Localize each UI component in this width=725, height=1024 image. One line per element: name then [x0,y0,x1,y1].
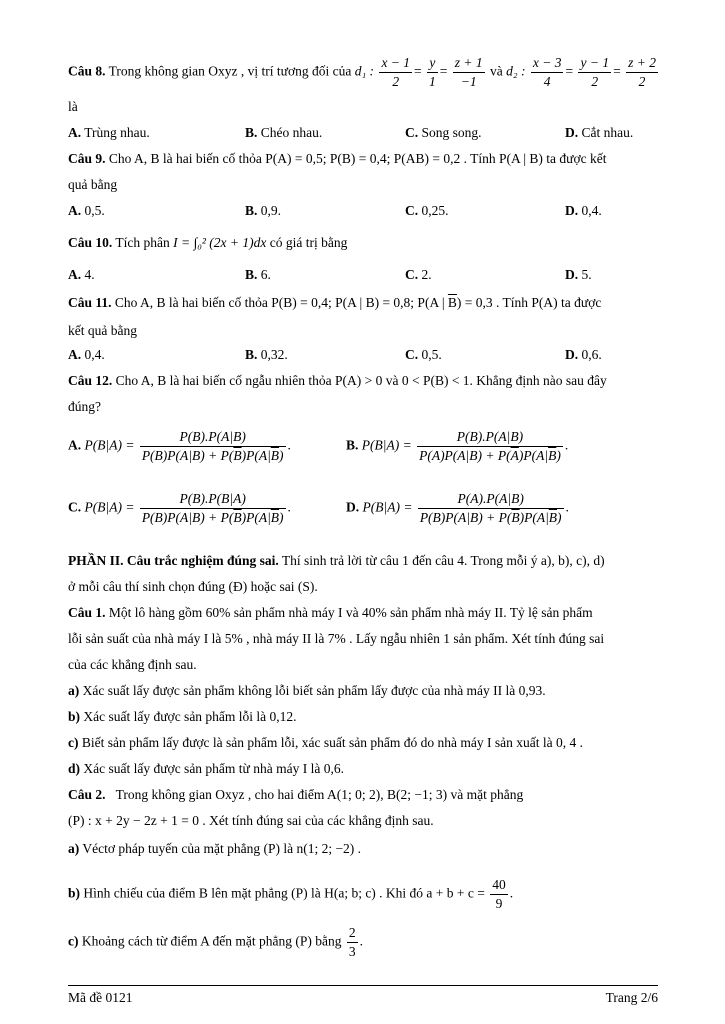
question-12-line2: đúng? [68,399,101,414]
item-text: Biết sản phẩm lấy được là sản phẩm lỗi, xác suất sản phẩm đó do nhà máy I sản xuất là 0, 4 . [78,735,583,750]
d1-frac-3 [453,54,485,91]
item-key: c) [68,735,79,750]
frac-den: 2 [578,72,611,91]
den-part: P(B)P(A|B) + P( [141,510,234,525]
p2q1-item-b[interactable] [68,708,297,726]
question-11-label: Câu 11. [68,295,112,310]
q8-option-d[interactable] [565,124,633,142]
frac-den: −1 [453,72,485,91]
q11-option-d[interactable] [565,346,602,364]
option-key: D. [565,347,579,362]
and-text: và [490,63,503,79]
frac-num: z + 2 [628,55,656,70]
complement: $\overline{B}$ [270,448,280,463]
frac-num: x − 1 [381,55,411,70]
question-10-text: Tích phân [115,235,170,250]
formula-fraction [418,490,564,527]
q12-option-b[interactable] [346,428,568,465]
p2q2-item-a[interactable] [68,840,361,858]
frac-num: y − 1 [580,55,610,70]
q12-option-d[interactable] [346,490,569,527]
den-part: )P(A| [241,510,271,525]
question-8-text: Trong không gian Oxyz , vị trí tương đối của [108,63,352,79]
item-text: Véctơ pháp tuyến của mặt phẳng (P) là n(1; 2; −2) . [79,841,362,856]
complement: $\overline{B}$ [270,510,280,525]
option-text: Song song. [421,125,482,140]
q8-option-a[interactable] [68,124,150,142]
question-8-label: Câu 8. [68,63,106,79]
q8-option-c[interactable] [405,124,482,142]
question-9-line1 [68,150,607,168]
option-key: C. [405,125,419,140]
frac-num: P(B).P(A|B) [456,429,524,444]
option-key: C. [405,347,419,362]
question-10-line [68,234,347,252]
frac-den: 9 [490,894,508,913]
den-part: )P(A| [518,448,549,463]
p2q2-item-b[interactable] [68,876,513,913]
formula-lhs: P(B|A) = [84,437,135,453]
q10-option-c[interactable] [405,266,432,284]
q12-option-c[interactable] [68,490,291,527]
den-part: ) [557,510,562,525]
d2-frac-2 [578,54,611,91]
complement: $\overline{A}$ [510,448,519,463]
question-12-label: Câu 12. [68,373,113,388]
d1-label: d₁ : [354,63,375,79]
question-9-line2: quả bằng [68,177,118,192]
d2-frac-1 [531,54,564,91]
part-2-heading [68,552,605,570]
dot: . [564,437,569,453]
q9-option-d[interactable] [565,202,602,220]
frac-num: y [429,55,436,70]
dot: . [287,499,291,515]
frac-num: z + 1 [454,55,483,70]
formula-lhs: P(B|A) = [361,437,412,453]
option-key: A. [68,347,82,362]
frac-num: x − 3 [532,55,562,70]
option-text: 5. [581,267,592,282]
formula-fraction [140,490,286,527]
question-12-line1 [68,372,607,390]
option-key: B. [245,125,258,140]
item-text: Hình chiếu của điểm B lên mặt phẳng (P) là H(a; b; c) . Khi đó a + b + c = [80,885,485,901]
q10-option-d[interactable] [565,266,592,284]
option-key: B. [346,437,359,453]
option-key: D. [346,499,360,515]
part-2-instructions: Thí sinh trả lời từ câu 1 đến câu 4. Trong mỗi ý a), b), c), d) [278,553,605,568]
question-11-line2: kết quả bằng [68,323,137,338]
part-2-instructions-2: ở mỗi câu thí sinh chọn đúng (Đ) hoặc sai (S). [68,579,318,594]
frac-den: 1 [429,74,436,89]
p2-question-2-line1 [68,786,523,804]
option-text: 0,4. [84,347,105,362]
integral-expression: I = ∫₀² (2x + 1)dx [173,235,267,250]
option-key: C. [405,267,419,282]
option-text: 4. [84,267,95,282]
p2-question-1-text: Một lô hàng gồm 60% sản phẩm nhà máy I và 40% sản phẩm nhà máy II. Tỷ lệ sản phẩm [105,605,593,620]
p2-question-2-text: Trong không gian Oxyz , cho hai điểm A(1; 0; 2), B(2; −1; 3) và mặt phẳng [115,787,524,802]
p2-question-1-line1 [68,604,593,622]
p2-question-2-label: Câu 2. [68,787,106,802]
q11-option-c[interactable] [405,346,442,364]
option-text: 0,5. [421,347,442,362]
q9-option-a[interactable] [68,202,105,220]
complement-b: $\overline{B}$ [447,295,457,310]
frac-num: P(B).P(A|B) [179,429,246,444]
frac-num: P(A).P(A|B) [457,491,524,506]
question-8-cont: là [68,99,78,114]
frac-den: 3 [348,944,356,959]
frac-den: 2 [626,72,658,91]
frac-num: 40 [492,877,506,892]
answer-fraction [347,924,358,961]
q10-option-b[interactable] [245,266,271,284]
formula-lhs: P(B|A) = [362,499,413,515]
answer-fraction [490,876,508,913]
frac-num: P(B).P(B|A) [179,491,246,506]
frac-den [417,446,563,465]
exam-code: Mã đề 0121 [68,990,133,1005]
question-10-label: Câu 10. [68,235,113,250]
p2-question-1-label: Câu 1. [68,605,106,620]
den-part: P(B)P(A|B) + P( [141,448,234,463]
dot: . [359,933,364,949]
option-key: A. [68,125,82,140]
option-key: C. [405,203,419,218]
part-2-title: PHẦN II. Câu trắc nghiệm đúng sai. [68,553,279,568]
frac-num: 2 [348,925,356,940]
den-part: )P(A| [519,510,549,525]
d2-frac-3 [626,54,658,91]
p2q1-item-c[interactable] [68,734,583,752]
option-text: 0,9. [260,203,282,218]
p2q2-item-c[interactable] [68,924,363,961]
option-text: 0,32. [260,347,288,362]
den-part: ) [279,448,284,463]
frac-den [140,446,286,465]
den-part: ) [279,510,284,525]
option-text: 6. [260,267,271,282]
p2-question-2-line2: (P) : x + 2y − 2z + 1 = 0 . Xét tính đúng sai của các khẳng định sau. [68,813,434,828]
q11-option-b[interactable] [245,346,288,364]
option-key: A. [68,437,82,453]
option-text: 2. [421,267,432,282]
item-key: b) [68,709,81,724]
item-key: a) [68,841,80,856]
item-key: a) [68,683,80,698]
option-text: 0,4. [581,203,602,218]
item-key: b) [68,885,81,901]
q10-option-a[interactable] [68,266,95,284]
question-11-line1 [68,294,601,312]
q9-option-b[interactable] [245,202,281,220]
d2-label: d₂ : [506,63,526,79]
option-text: 0,6. [581,347,602,362]
den-part: )P(A| [241,448,271,463]
frac-den: 2 [379,72,412,91]
option-key: B. [245,267,258,282]
option-text: 0,25. [421,203,449,218]
option-key: D. [565,267,579,282]
page-footer [68,985,658,1005]
den-part: P(A)P(A|B) + P( [419,448,511,463]
d1-frac-1 [379,54,412,91]
p2q1-item-a[interactable] [68,682,546,700]
q11-option-a[interactable] [68,346,105,364]
complement: $\overline{B}$ [548,448,557,463]
option-key: B. [245,203,258,218]
item-text: Xác suất lấy được sản phẩm lỗi là 0,12. [80,709,297,724]
question-9-label: Câu 9. [68,151,106,166]
question-12-text: Cho A, B là hai biến cố ngẫu nhiên thỏa P(A) > 0 và 0 < P(B) < 1. Khẳng định nào sau đây [115,373,607,388]
page-number: Trang 2/6 [605,990,658,1005]
question-9-text: Cho A, B là hai biến cố thỏa P(A) = 0,5; P(B) = 0,4; P(AB) = 0,2 . Tính P(A | B) ta được kết [108,151,607,166]
complement: $\overline{B}$ [233,448,242,463]
formula-fraction [417,428,563,465]
frac-den [140,508,286,527]
item-text: Xác suất lấy được sản phẩm từ nhà máy I là 0,6. [80,761,344,776]
option-key: A. [68,203,82,218]
complement: $\overline{B}$ [233,510,242,525]
q12-option-a[interactable] [68,428,291,465]
formula-fraction [140,428,286,465]
p2q1-item-d[interactable] [68,760,344,778]
question-10-text-after: có giá trị bằng [269,235,348,250]
option-key: A. [68,267,82,282]
frac-den [418,508,564,527]
option-key: B. [245,347,258,362]
option-key: C. [68,499,82,515]
dot: . [509,885,514,901]
frac-den: 4 [531,72,564,91]
option-text: Chéo nhau. [260,125,323,140]
complement: $\overline{B}$ [511,510,520,525]
question-11-text-b: ) = 0,3 . Tính P(A) ta được [456,295,602,310]
option-key: D. [565,203,579,218]
den-part: ) [556,448,561,463]
dot: . [287,437,291,453]
item-text: Khoảng cách từ điểm A đến mặt phẳng (P) bằng [78,933,342,949]
dot: . [565,499,569,515]
d1-frac-2 [427,54,438,91]
item-text: Xác suất lấy được sản phẩm không lỗi biết sản phẩm lấy được của nhà máy II là 0,93. [79,683,546,698]
question-11-text-a: Cho A, B là hai biến cố thỏa P(B) = 0,4; P(A | B) = 0,8; P(A | [114,295,448,310]
option-key: D. [565,125,579,140]
option-text: 0,5. [84,203,105,218]
complement: $\overline{B}$ [548,510,558,525]
p2-question-1-line3: của các khẳng định sau. [68,657,197,672]
den-part: P(B)P(A|B) + P( [419,510,512,525]
p2-question-1-line2: lỗi sản suất của nhà máy I là 5% , nhà máy II là 7% . Lấy ngẫu nhiên 1 sản phẩm. Xét tính đúng sai [68,631,605,646]
q8-option-b[interactable] [245,124,322,142]
formula-lhs: P(B|A) = [84,499,135,515]
option-text: Cắt nhau. [581,125,634,140]
option-text: Trùng nhau. [84,125,150,140]
q9-option-c[interactable] [405,202,449,220]
item-key: c) [68,933,79,949]
item-key: d) [68,761,81,776]
question-8-line: Câu 8. Trong không gian Oxyz , vị trí tương đối của d₁ : $\frac{x - 1}{2}$ = $\frac{y}{1}$ = $\frac{z + 1}{-1}$ và d₂ : $\frac{x - 3}{4}$ = $\frac{y - 1}{2}$ = $\frac{z + 2}{2}$ [68,55,656,89]
